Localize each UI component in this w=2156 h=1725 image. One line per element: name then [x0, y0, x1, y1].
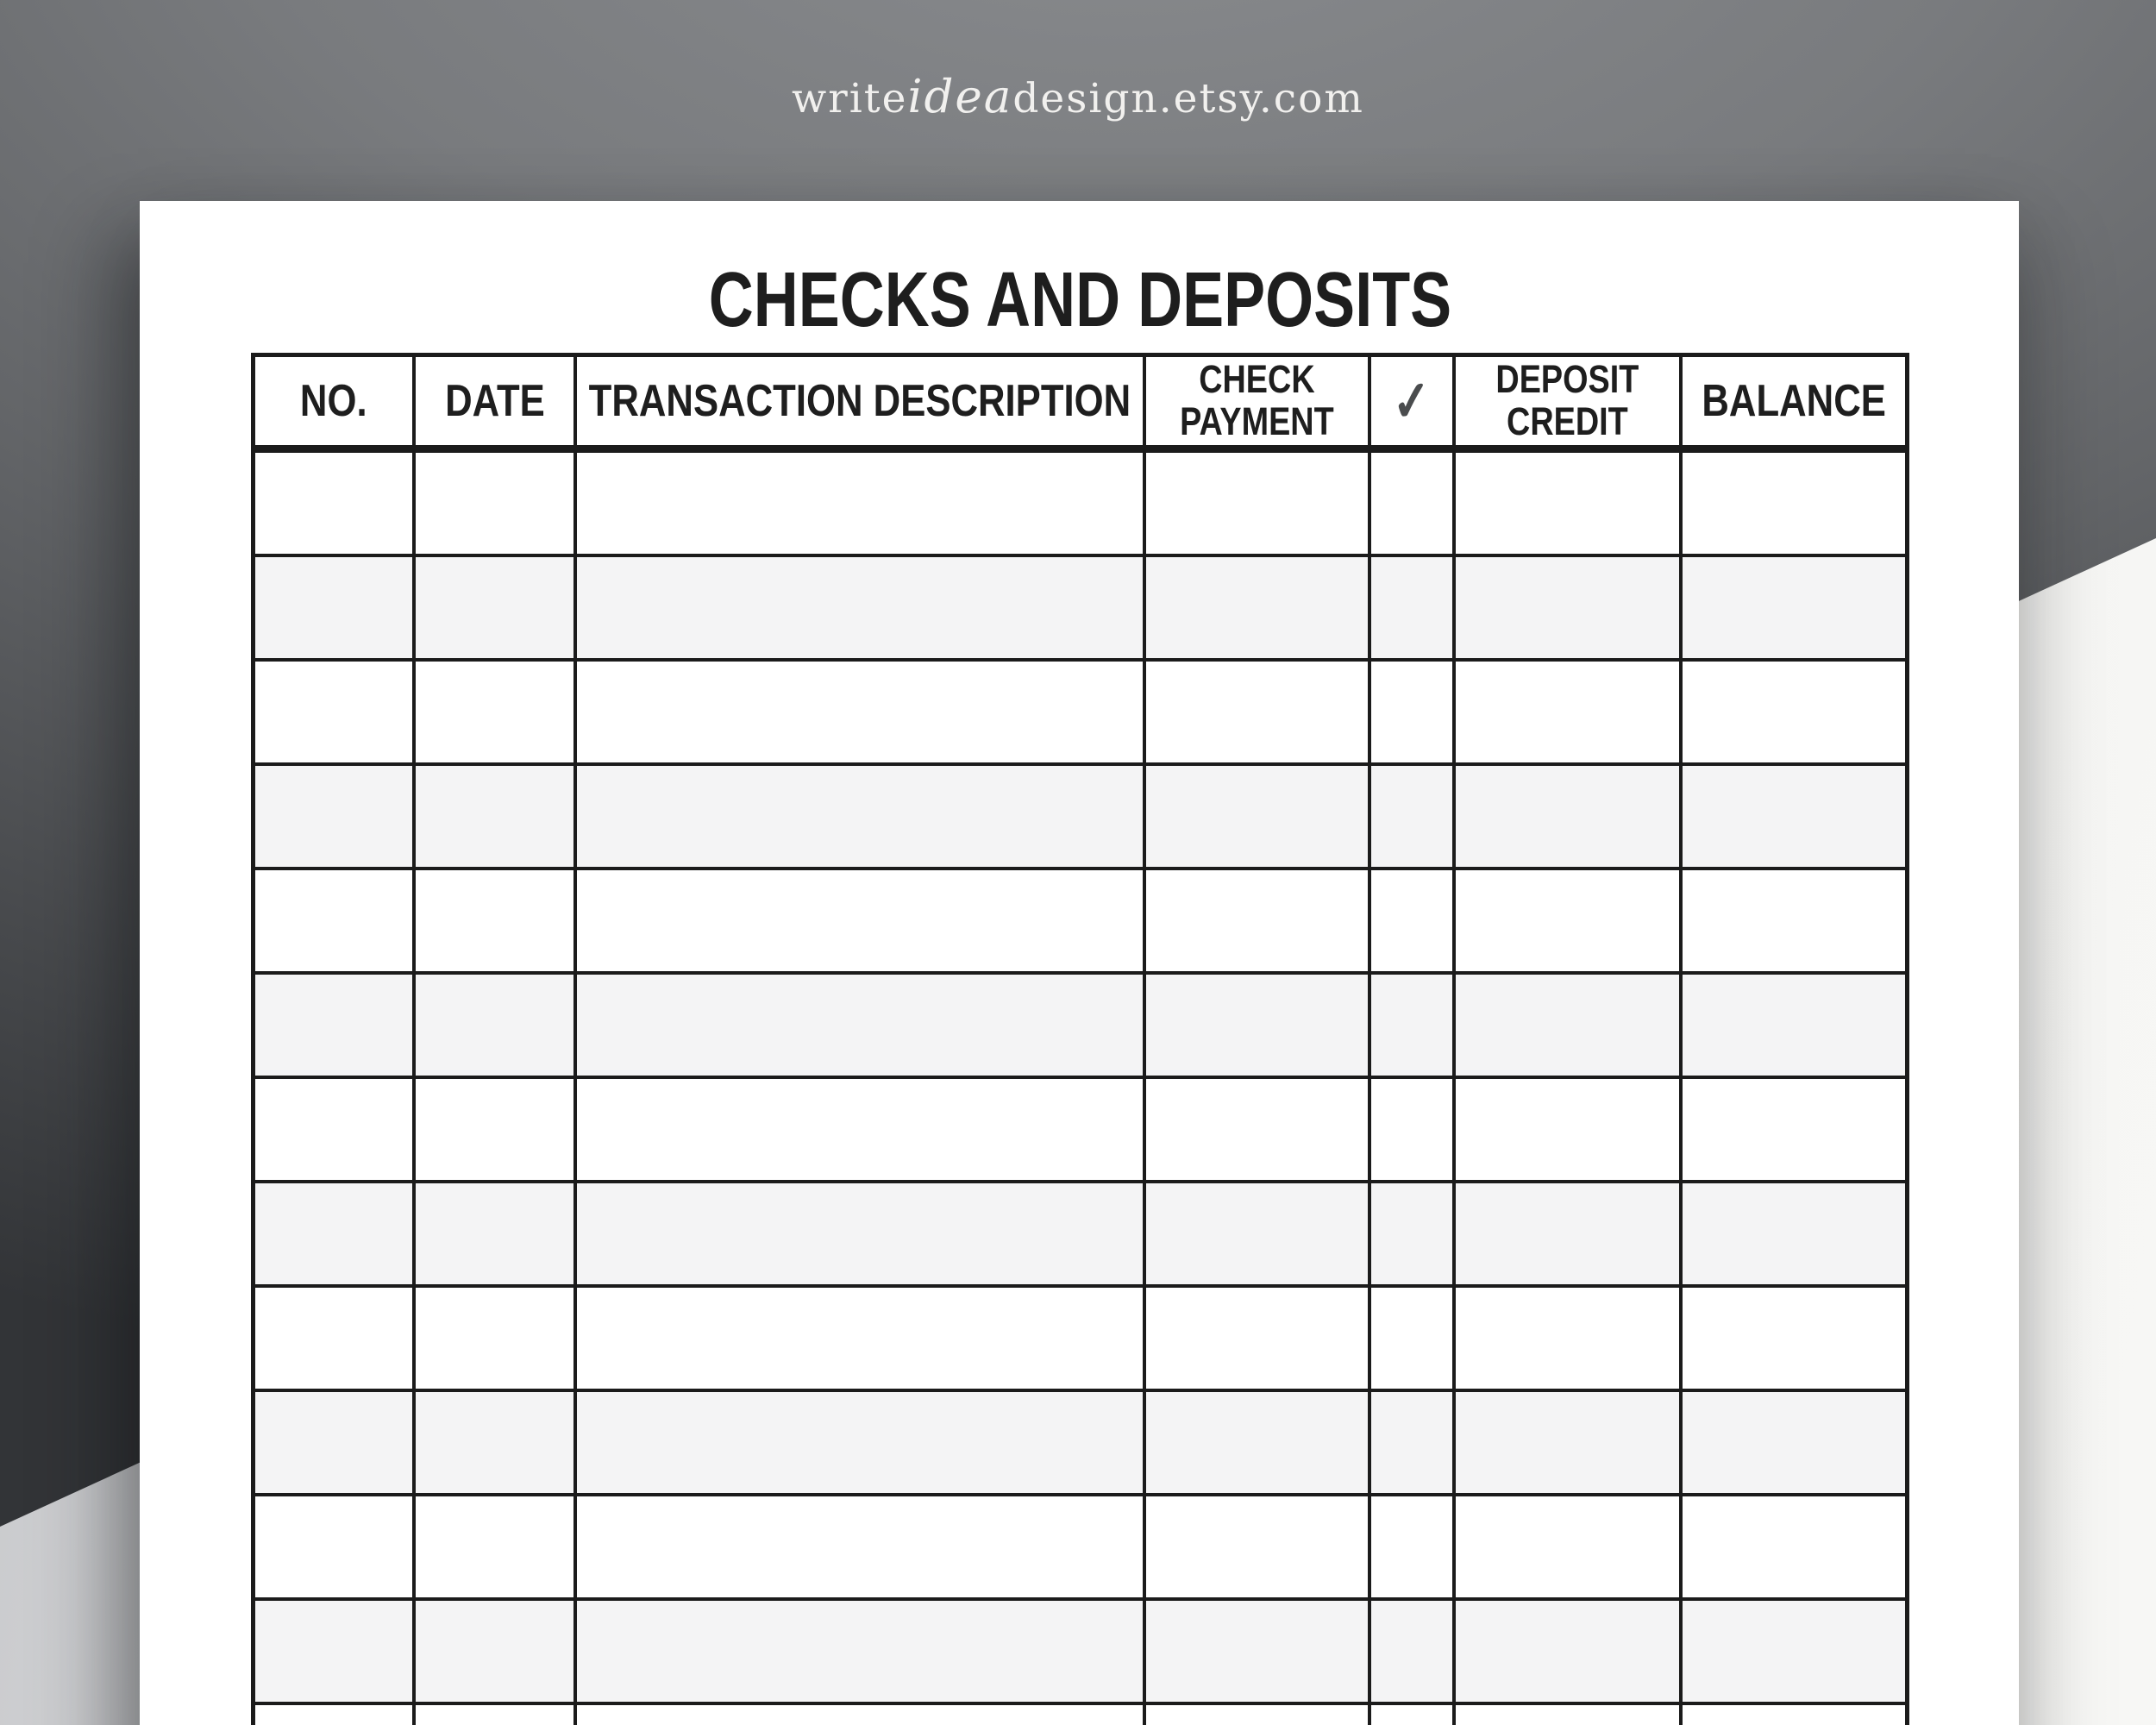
cell-cleared: [1369, 449, 1454, 556]
cell-deposit-credit: [1454, 449, 1681, 556]
cell-no: [254, 660, 414, 764]
cell-date: [414, 973, 576, 1077]
cell-balance: [1681, 1182, 1908, 1286]
cell-no: [254, 869, 414, 973]
cell-date: [414, 764, 576, 869]
cell-no: [254, 1703, 414, 1725]
watermark-prefix: write: [792, 75, 908, 122]
cell-date: [414, 1182, 576, 1286]
cell-balance: [1681, 869, 1908, 973]
header-row: [254, 355, 1908, 449]
column-header-check-payment: [1144, 355, 1369, 449]
cell-cleared: [1369, 555, 1454, 660]
cell-cleared: [1369, 1286, 1454, 1390]
cell-description: [575, 973, 1144, 1077]
cell-date: [414, 1495, 576, 1599]
cell-check-payment: [1144, 1703, 1369, 1725]
cell-deposit-credit: [1454, 973, 1681, 1077]
cell-deposit-credit: [1454, 1495, 1681, 1599]
cell-date: [414, 1599, 576, 1703]
table-row: [254, 1077, 1908, 1182]
cell-date: [414, 660, 576, 764]
check-icon: ✓: [1390, 368, 1433, 434]
cell-deposit-credit: [1454, 1390, 1681, 1495]
table-row: [254, 660, 1908, 764]
cell-description: [575, 1077, 1144, 1182]
cell-check-payment: [1144, 555, 1369, 660]
column-header-deposit-credit: [1454, 355, 1681, 449]
table-row: [254, 449, 1908, 556]
cell-description: [575, 449, 1144, 556]
cell-no: [254, 1390, 414, 1495]
cell-balance: [1681, 1077, 1908, 1182]
cell-check-payment: [1144, 1286, 1369, 1390]
cell-deposit-credit: [1454, 869, 1681, 973]
column-header-description: [575, 355, 1144, 449]
column-header-balance: [1681, 355, 1908, 449]
table-row: [254, 869, 1908, 973]
column-header-date: [414, 355, 576, 449]
cell-no: [254, 1495, 414, 1599]
cell-cleared: [1369, 660, 1454, 764]
cell-description: [575, 555, 1144, 660]
page-title: CHECKS AND DEPOSITS: [708, 257, 1452, 343]
cell-balance: [1681, 449, 1908, 556]
watermark-script: idea: [907, 71, 1013, 123]
cell-no: [254, 449, 414, 556]
cell-no: [254, 973, 414, 1077]
checks-deposits-table: [251, 353, 1909, 1725]
cell-deposit-credit: [1454, 1703, 1681, 1725]
column-header-no: [254, 355, 414, 449]
cell-check-payment: [1144, 1599, 1369, 1703]
cell-cleared: [1369, 1599, 1454, 1703]
column-label: CHECK: [1199, 357, 1315, 402]
cell-cleared: [1369, 1182, 1454, 1286]
column-label: TRANSACTION DESCRIPTION: [589, 375, 1131, 426]
cell-no: [254, 1182, 414, 1286]
cell-cleared: [1369, 1703, 1454, 1725]
cell-deposit-credit: [1454, 764, 1681, 869]
cell-balance: [1681, 973, 1908, 1077]
cell-date: [414, 1286, 576, 1390]
table-row: [254, 1599, 1908, 1703]
cell-description: [575, 1703, 1144, 1725]
table-row: [254, 1495, 1908, 1599]
column-header-cleared: [1369, 355, 1454, 449]
column-label: NO.: [299, 375, 367, 426]
cell-check-payment: [1144, 660, 1369, 764]
cell-check-payment: [1144, 869, 1369, 973]
cell-description: [575, 1495, 1144, 1599]
cell-balance: [1681, 660, 1908, 764]
table-row: [254, 1182, 1908, 1286]
paper-page: [140, 201, 2019, 1725]
watermark-suffix: design.etsy.com: [1012, 75, 1364, 122]
cell-check-payment: [1144, 449, 1369, 556]
column-label: DATE: [444, 375, 545, 426]
table-row: [254, 1286, 1908, 1390]
cell-check-payment: [1144, 764, 1369, 869]
cell-deposit-credit: [1454, 1077, 1681, 1182]
cell-check-payment: [1144, 1077, 1369, 1182]
cell-cleared: [1369, 973, 1454, 1077]
cell-no: [254, 555, 414, 660]
column-label: BALANCE: [1702, 375, 1886, 426]
cell-balance: [1681, 1286, 1908, 1390]
cell-cleared: [1369, 1495, 1454, 1599]
cell-description: [575, 1182, 1144, 1286]
cell-check-payment: [1144, 973, 1369, 1077]
cell-date: [414, 555, 576, 660]
cell-description: [575, 764, 1144, 869]
cell-balance: [1681, 1703, 1908, 1725]
cell-balance: [1681, 764, 1908, 869]
cell-description: [575, 660, 1144, 764]
cell-check-payment: [1144, 1495, 1369, 1599]
table-row: [254, 973, 1908, 1077]
cell-balance: [1681, 1495, 1908, 1599]
cell-deposit-credit: [1454, 1286, 1681, 1390]
cell-deposit-credit: [1454, 555, 1681, 660]
column-sublabel: PAYMENT: [1180, 399, 1334, 443]
cell-deposit-credit: [1454, 660, 1681, 764]
cell-check-payment: [1144, 1182, 1369, 1286]
cell-cleared: [1369, 1077, 1454, 1182]
cell-date: [414, 1390, 576, 1495]
cell-balance: [1681, 1599, 1908, 1703]
cell-date: [414, 1703, 576, 1725]
cell-date: [414, 869, 576, 973]
cell-description: [575, 1390, 1144, 1495]
cell-check-payment: [1144, 1390, 1369, 1495]
cell-deposit-credit: [1454, 1182, 1681, 1286]
cell-date: [414, 1077, 576, 1182]
cell-balance: [1681, 555, 1908, 660]
cell-date: [414, 449, 576, 556]
table-row: [254, 1703, 1908, 1725]
column-label: DEPOSIT: [1495, 357, 1639, 402]
cell-no: [254, 1077, 414, 1182]
cell-description: [575, 869, 1144, 973]
column-sublabel: CREDIT: [1506, 399, 1628, 443]
cell-description: [575, 1286, 1144, 1390]
table-row: [254, 1390, 1908, 1495]
cell-balance: [1681, 1390, 1908, 1495]
cell-cleared: [1369, 869, 1454, 973]
cell-description: [575, 1599, 1144, 1703]
cell-no: [254, 1599, 414, 1703]
table-row: [254, 764, 1908, 869]
watermark: [792, 71, 1364, 123]
cell-cleared: [1369, 764, 1454, 869]
table-row: [254, 555, 1908, 660]
cell-no: [254, 764, 414, 869]
cell-deposit-credit: [1454, 1599, 1681, 1703]
cell-no: [254, 1286, 414, 1390]
cell-cleared: [1369, 1390, 1454, 1495]
